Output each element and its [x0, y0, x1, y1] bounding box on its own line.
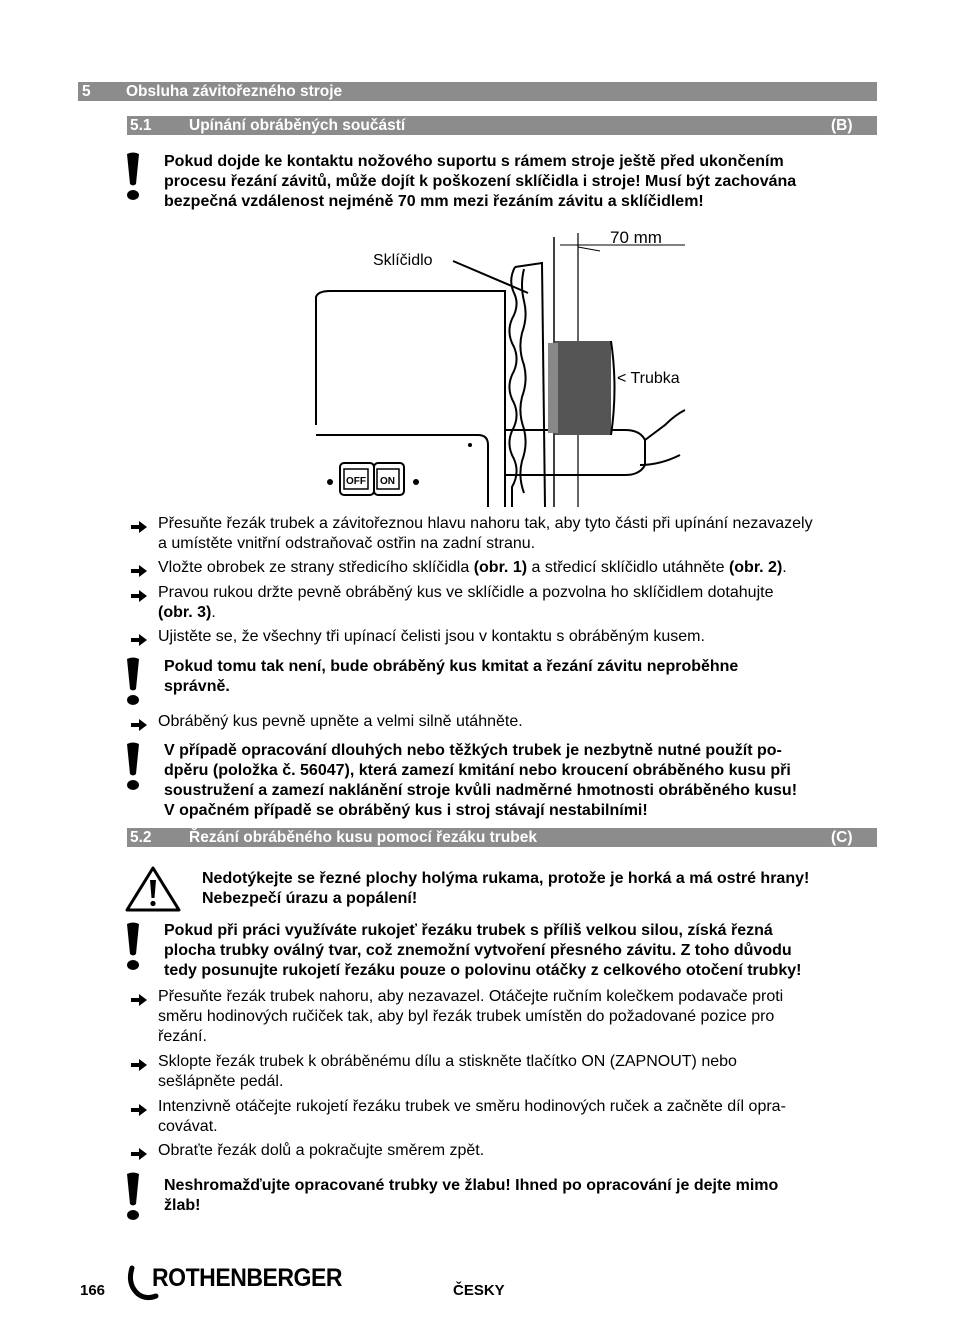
warning-line: plocha trubky oválný tvar, což znemožní vytvoření přesného závitu. Z toho důvodu — [164, 942, 792, 959]
warning-line: dpěru (položka č. 56047), která zamezí kmitání nebo kroucení obráběného kusu při — [164, 762, 791, 779]
arrow-icon — [130, 561, 148, 581]
step-lower-cutter — [158, 1052, 878, 1092]
fig-ref: (obr. 2) — [728, 559, 783, 576]
subsection-number: 5.2 — [130, 829, 152, 846]
step-clamp: Obráběný kus pevně upněte a velmi silně utáhněte. — [158, 713, 523, 730]
fig-ref: (obr. 1) — [473, 559, 528, 576]
subsection-header-5-1 — [127, 116, 877, 135]
arrow-icon — [130, 1144, 148, 1164]
step-text: . — [211, 604, 216, 621]
warning-line: Neshromažďujte opracované trubky ve žlabu! Ihned po opracování je dejte mimo — [164, 1177, 779, 1194]
warning-line: procesu řezání závitů, může dojít k poškození sklíčidla i stroje! Musí být zachována — [164, 173, 797, 190]
label-pipe: < Trubka — [617, 370, 680, 387]
section-number: 5 — [82, 83, 91, 100]
step-move-cutter — [158, 514, 878, 554]
warning-line: V opačném případě se obráběný kus i stroj stávají nestabilními! — [164, 802, 648, 819]
exclamation-icon — [124, 657, 142, 707]
page-number: 166 — [80, 1282, 106, 1299]
caution-line: Nebezpečí úrazu a popálení! — [202, 890, 418, 907]
step-insert-workpiece — [158, 558, 878, 578]
language-label: ČESKY — [453, 1282, 505, 1299]
step-line: Sklopte řezák trubek k obráběnému dílu a stiskněte tlačítko ON (ZAPNOUT) nebo — [158, 1053, 737, 1070]
step-line: Intenzivně otáčejte rukojetí řezáku trubek ve směru hodinových ruček a začněte díl opra- — [158, 1098, 786, 1115]
step-line: Obraťte řezák dolů a pokračujte směrem zpět. — [158, 1142, 485, 1159]
step-line: sešlápněte pedál. — [158, 1073, 284, 1090]
step-line: a umístěte vnitřní odstraňovač ostřin na zadní stranu. — [158, 535, 536, 552]
chuck-figure — [310, 225, 690, 510]
arrow-icon — [130, 586, 148, 606]
exclamation-icon — [124, 1172, 142, 1222]
caution-hot-surface — [202, 869, 882, 909]
warning-vibration — [164, 657, 874, 697]
step-hold-workpiece — [158, 583, 878, 623]
warning-line: Pokud při práci využíváte rukojeť řezáku trubek s příliš velkou silou, získá řezná — [164, 922, 773, 939]
subsection-header-5-2 — [127, 828, 877, 847]
exclamation-icon — [124, 152, 142, 202]
warning-support — [164, 741, 874, 821]
arrow-icon — [130, 990, 148, 1010]
warning-line: správně. — [164, 678, 230, 695]
arrow-icon — [130, 715, 148, 735]
section-header — [78, 82, 877, 101]
step-turn-handle — [158, 1097, 878, 1137]
arrow-icon — [130, 1100, 148, 1120]
warning-line: Pokud tomu tak není, bude obráběný kus kmitat a řezání závitu neproběhne — [164, 658, 739, 675]
subsection-title: Upínání obráběných součástí — [189, 117, 406, 134]
warning-line: žlab! — [164, 1197, 201, 1214]
subsection-number: 5.1 — [130, 117, 152, 134]
step-line: Přesuňte řezák trubek a závitořeznou hlavu nahoru tak, aby tyto části při upínání nezavazely — [158, 515, 813, 532]
step-text: . — [782, 559, 787, 576]
label-chuck: Sklíčidlo — [373, 252, 433, 269]
on-button: ON — [380, 476, 395, 487]
step-reverse-cutter — [158, 1141, 878, 1161]
warning-oval-pipe — [164, 921, 874, 981]
warning-line: soustružení a zamezí naklánění stroje kvůli nadměrné hmotnosti obráběného kusu! — [164, 782, 798, 799]
warning-line: V případě opracování dlouhých nebo těžkých trubek je nezbytně nutné použít po- — [164, 742, 782, 759]
subsection-title: Řezání obráběného kusu pomocí řezáku trubek — [189, 829, 537, 846]
warning-line: tedy posunujte rukojetí řezáku pouze o polovinu otáčky z celkového otočení trubky! — [164, 962, 802, 979]
step-line: směru hodinových ručiček tak, aby byl řezák trubek umístěn do požadované pozice pro — [158, 1008, 775, 1025]
step-line: Ujistěte se, že všechny tři upínací čelisti jsou v kontaktu s obráběným kusem. — [158, 628, 705, 645]
fig-ref: (obr. 3) — [158, 604, 212, 621]
step-raise-cutter — [158, 987, 878, 1047]
warning-chuck-distance — [164, 152, 874, 212]
warning-triangle-icon — [124, 865, 182, 913]
arrow-icon — [130, 517, 148, 537]
caution-line: Nedotýkejte se řezné plochy holýma rukama, protože je horká a má ostré hrany! — [202, 870, 810, 887]
dimension-label: 70 mm — [610, 228, 662, 247]
step-text: Vložte obrobek ze strany středicího sklíčidla — [158, 559, 474, 576]
exclamation-icon — [124, 742, 142, 792]
arrow-icon — [130, 1055, 148, 1075]
step-line: covávat. — [158, 1118, 218, 1135]
step-line: řezání. — [158, 1028, 207, 1045]
warning-trough — [164, 1176, 874, 1216]
arrow-icon — [130, 630, 148, 650]
subsection-ref: (C) — [831, 829, 853, 846]
subsection-ref: (B) — [831, 117, 853, 134]
step-check-jaws — [158, 627, 878, 647]
off-button: OFF — [346, 476, 366, 487]
warning-line: Pokud dojde ke kontaktu nožového suportu s rámem stroje ještě před ukončením — [164, 153, 784, 170]
step-line: Přesuňte řezák trubek nahoru, aby nezavazel. Otáčejte ručním kolečkem podavače proti — [158, 988, 784, 1005]
step-text: Pravou rukou držte pevně obráběný kus ve sklíčidle a pozvolna ho sklíčidlem dotahujte — [158, 584, 774, 601]
section-title: Obsluha závitořezného stroje — [126, 83, 343, 100]
step-text: a středicí sklíčidlo utáhněte — [527, 559, 729, 576]
exclamation-icon — [124, 922, 142, 972]
warning-line: bezpečná vzdálenost nejméně 70 mm mezi řezáním závitu a sklíčidlem! — [164, 193, 704, 210]
brand-logo: ROTHENBERGER — [152, 1264, 342, 1292]
